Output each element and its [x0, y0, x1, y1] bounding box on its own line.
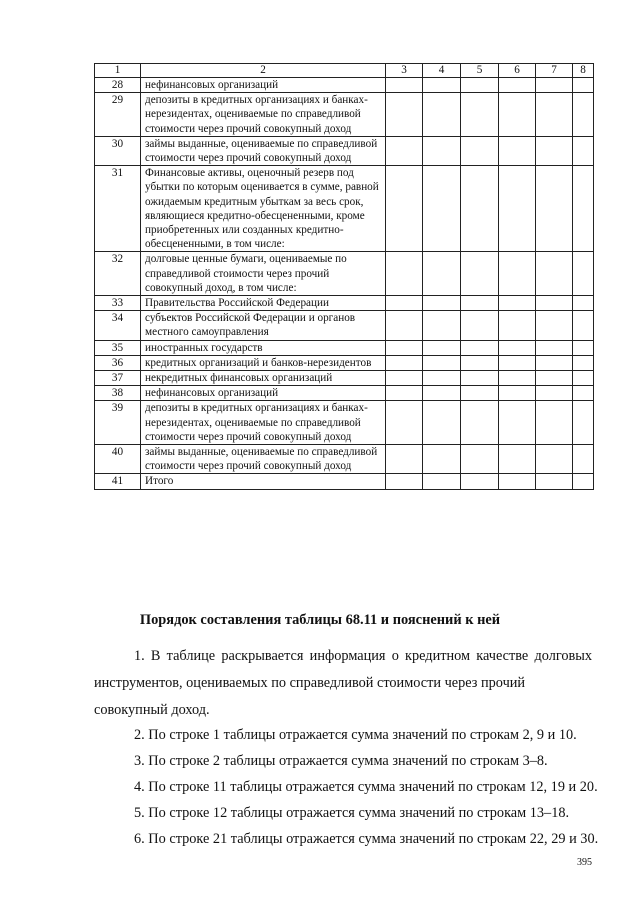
value-cell — [386, 340, 423, 355]
value-cell — [499, 296, 536, 311]
row-label-cell: Итого — [141, 474, 386, 489]
value-cell — [573, 474, 594, 489]
value-cell — [423, 136, 461, 165]
header-cell: 6 — [499, 64, 536, 78]
table-row — [95, 355, 594, 370]
value-cell — [536, 445, 573, 474]
value-cell — [423, 78, 461, 93]
value-cell — [386, 136, 423, 165]
table-row — [95, 93, 594, 137]
row-label-cell: нефинансовых организаций — [141, 78, 386, 93]
value-cell — [386, 296, 423, 311]
value-cell — [423, 296, 461, 311]
table-row — [95, 386, 594, 401]
value-cell — [423, 166, 461, 252]
header-cell: 5 — [461, 64, 499, 78]
value-cell — [423, 445, 461, 474]
value-cell — [536, 340, 573, 355]
value-cell — [573, 386, 594, 401]
value-cell — [499, 311, 536, 340]
row-label-cell: депозиты в кредитных организациях и банках-нерезидентах, оцениваемые по справедливой стоимости через прочий совокупный доход — [141, 93, 386, 137]
value-cell — [386, 386, 423, 401]
value-cell — [461, 252, 499, 296]
value-cell — [386, 78, 423, 93]
paragraph-1-last-line: совокупный доход. — [94, 702, 210, 718]
value-cell — [461, 445, 499, 474]
table-row — [95, 340, 594, 355]
value-cell — [386, 166, 423, 252]
row-number-cell: 31 — [95, 166, 141, 252]
list-item: 3. По строке 2 таблицы отражается сумма значений по строкам 3–8. — [134, 753, 548, 769]
value-cell — [499, 445, 536, 474]
header-cell: 1 — [95, 64, 141, 78]
value-cell — [386, 401, 423, 445]
value-cell — [573, 355, 594, 370]
value-cell — [536, 136, 573, 165]
table-row — [95, 445, 594, 474]
data-table — [94, 63, 594, 490]
value-cell — [386, 445, 423, 474]
value-cell — [423, 340, 461, 355]
table-row — [95, 474, 594, 489]
value-cell — [499, 78, 536, 93]
header-cell: 7 — [536, 64, 573, 78]
value-cell — [573, 78, 594, 93]
row-number-cell: 41 — [95, 474, 141, 489]
value-cell — [423, 311, 461, 340]
value-cell — [499, 474, 536, 489]
row-label-cell: некредитных финансовых организаций — [141, 371, 386, 386]
row-number-cell: 39 — [95, 401, 141, 445]
row-number-cell: 33 — [95, 296, 141, 311]
list-item: 4. По строке 11 таблицы отражается сумма значений по строкам 12, 19 и 20. — [134, 779, 598, 795]
value-cell — [461, 355, 499, 370]
page-number: 395 — [577, 857, 592, 868]
value-cell — [499, 340, 536, 355]
value-cell — [536, 474, 573, 489]
value-cell — [499, 386, 536, 401]
table-row — [95, 166, 594, 252]
row-number-cell: 29 — [95, 93, 141, 137]
value-cell — [386, 355, 423, 370]
header-cell: 2 — [141, 64, 386, 78]
value-cell — [423, 401, 461, 445]
value-cell — [386, 252, 423, 296]
value-cell — [573, 311, 594, 340]
value-cell — [423, 386, 461, 401]
row-label-cell: иностранных государств — [141, 340, 386, 355]
paragraph-1 — [94, 643, 592, 724]
row-number-cell: 28 — [95, 78, 141, 93]
value-cell — [536, 78, 573, 93]
value-cell — [461, 311, 499, 340]
value-cell — [461, 166, 499, 252]
header-cell: 4 — [423, 64, 461, 78]
value-cell — [461, 474, 499, 489]
value-cell — [573, 296, 594, 311]
value-cell — [536, 386, 573, 401]
value-cell — [461, 93, 499, 137]
value-cell — [573, 252, 594, 296]
value-cell — [536, 355, 573, 370]
row-label-cell: нефинансовых организаций — [141, 386, 386, 401]
list-item: 6. По строке 21 таблицы отражается сумма значений по строкам 22, 29 и 30. — [134, 831, 599, 847]
value-cell — [461, 136, 499, 165]
value-cell — [461, 78, 499, 93]
table-row — [95, 136, 594, 165]
value-cell — [461, 340, 499, 355]
row-number-cell: 32 — [95, 252, 141, 296]
row-number-cell: 36 — [95, 355, 141, 370]
value-cell — [536, 93, 573, 137]
value-cell — [536, 252, 573, 296]
row-number-cell: 40 — [95, 445, 141, 474]
value-cell — [461, 401, 499, 445]
value-cell — [499, 93, 536, 137]
value-cell — [536, 401, 573, 445]
value-cell — [386, 474, 423, 489]
row-label-cell: займы выданные, оцениваемые по справедливой стоимости через прочий совокупный доход — [141, 136, 386, 165]
value-cell — [461, 371, 499, 386]
table-row — [95, 371, 594, 386]
row-label-cell: Финансовые активы, оценочный резерв под убытки по которым оценивается в сумме, равной ожидаемым кредитным убыткам за весь срок, являющиеся кредитно-обесцененными, кроме приобретенных или созданных кредитно-обесцененными, в том числе: — [141, 166, 386, 252]
value-cell — [499, 136, 536, 165]
value-cell — [423, 474, 461, 489]
row-label-cell: долговые ценные бумаги, оцениваемые по справедливой стоимости через прочий совокупный доход, в том числе: — [141, 252, 386, 296]
paragraph-1-text: 1. В таблице раскрывается информация о кредитном качестве долговых инструментов, оцениваемых по справедливой стоимости через прочий — [94, 648, 592, 691]
row-number-cell: 35 — [95, 340, 141, 355]
value-cell — [423, 355, 461, 370]
value-cell — [499, 252, 536, 296]
row-number-cell: 38 — [95, 386, 141, 401]
value-cell — [423, 371, 461, 386]
value-cell — [573, 93, 594, 137]
row-number-cell: 34 — [95, 311, 141, 340]
table-row — [95, 296, 594, 311]
row-label-cell: займы выданные, оцениваемые по справедливой стоимости через прочий совокупный доход — [141, 445, 386, 474]
value-cell — [386, 311, 423, 340]
value-cell — [536, 296, 573, 311]
value-cell — [499, 355, 536, 370]
value-cell — [499, 401, 536, 445]
row-number-cell: 37 — [95, 371, 141, 386]
value-cell — [573, 401, 594, 445]
row-label-cell: депозиты в кредитных организациях и банках-нерезидентах, оцениваемые по справедливой стоимости через прочий совокупный доход — [141, 401, 386, 445]
value-cell — [461, 386, 499, 401]
list-item: 5. По строке 12 таблицы отражается сумма значений по строкам 13–18. — [134, 805, 570, 821]
row-label-cell: субъектов Российской Федерации и органов местного самоуправления — [141, 311, 386, 340]
row-label-cell: Правительства Российской Федерации — [141, 296, 386, 311]
value-cell — [573, 166, 594, 252]
table-row — [95, 311, 594, 340]
value-cell — [573, 371, 594, 386]
value-cell — [536, 371, 573, 386]
value-cell — [499, 166, 536, 252]
value-cell — [386, 93, 423, 137]
value-cell — [386, 371, 423, 386]
table-row — [95, 78, 594, 93]
section-heading: Порядок составления таблицы 68.11 и пояснений к ней — [139, 612, 501, 628]
value-cell — [536, 311, 573, 340]
row-label-cell: кредитных организаций и банков-нерезидентов — [141, 355, 386, 370]
value-cell — [423, 93, 461, 137]
row-number-cell: 30 — [95, 136, 141, 165]
value-cell — [573, 340, 594, 355]
table-row — [95, 252, 594, 296]
table-header-row — [95, 64, 594, 78]
table-row — [95, 401, 594, 445]
value-cell — [423, 252, 461, 296]
value-cell — [536, 166, 573, 252]
value-cell — [573, 136, 594, 165]
value-cell — [499, 371, 536, 386]
header-cell: 3 — [386, 64, 423, 78]
value-cell — [573, 445, 594, 474]
list-item: 2. По строке 1 таблицы отражается сумма значений по строкам 2, 9 и 10. — [134, 727, 577, 743]
value-cell — [461, 296, 499, 311]
header-cell: 8 — [573, 64, 594, 78]
